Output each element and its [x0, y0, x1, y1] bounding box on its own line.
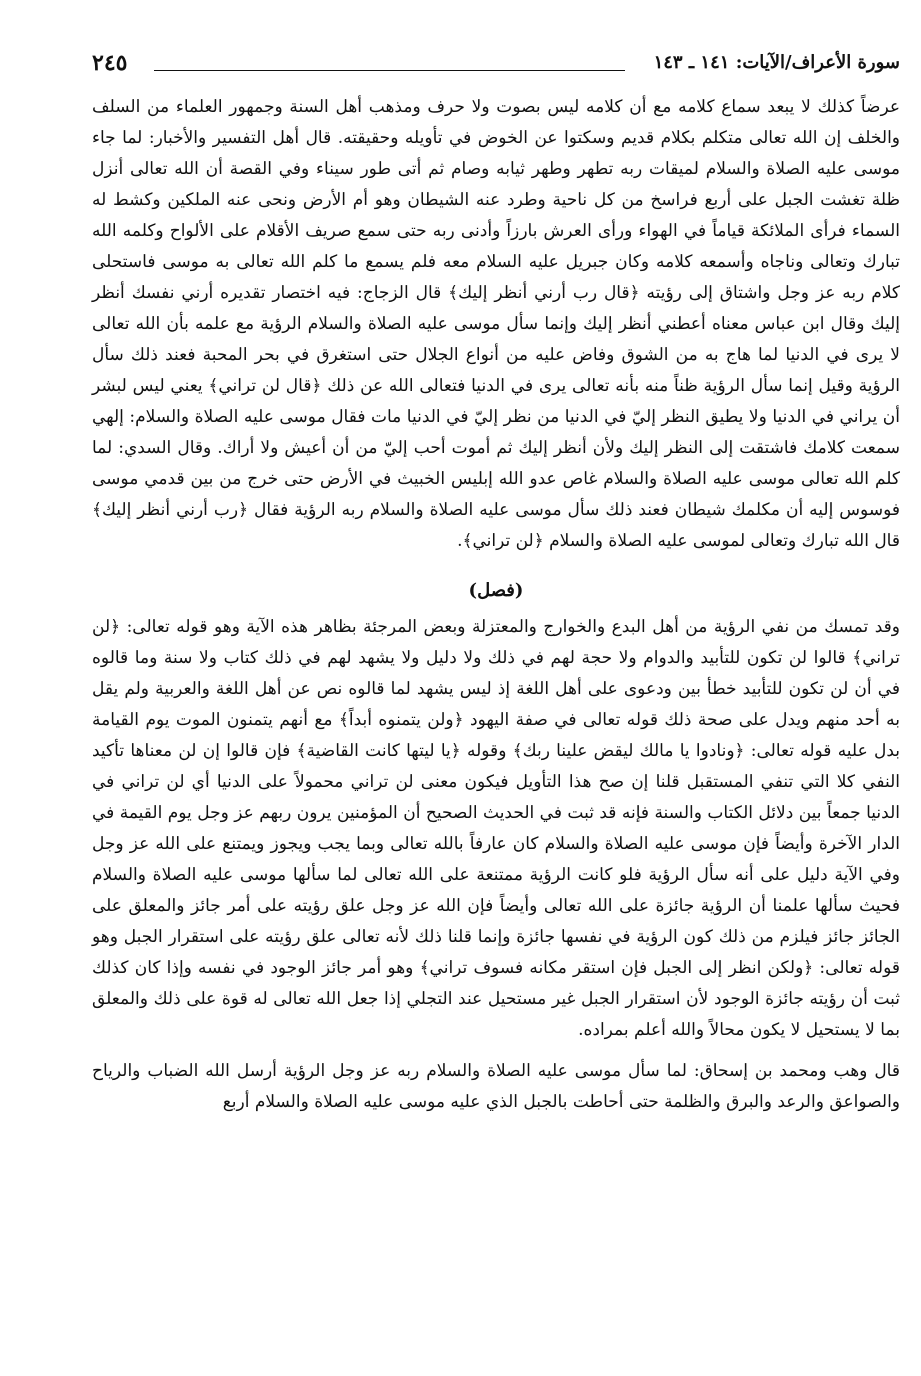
page-header — [92, 48, 900, 88]
page-number: ٢٤٥ — [92, 50, 128, 76]
running-header-chapter: سورة الأعراف/الآيات: ١٤١ ـ ١٤٣ — [653, 52, 900, 73]
page-body — [92, 92, 900, 1118]
section-heading: (فصل) — [468, 580, 524, 601]
paragraph-3: قال وهب ومحمد بن إسحاق: لما سأل موسى عليه الصلاة والسلام ربه عز وجل الرؤية أرسل الله الضباب والرياح والصواعق والرعد والبرق والظلمة حتى أحاطت بالجبل الذي عليه موسى عليه الصلاة والسلام أربع — [92, 1061, 900, 1112]
paragraph-1: عرضاً كذلك لا يبعد سماع كلامه مع أن كلامه ليس بصوت ولا حرف ومذهب أهل السنة وجمهور العلماء من السلف والخلف إن الله تعالى متكلم بكلام قديم وسكتوا عن الخوض في تأويله وحقيقته. قال أهل التفسير والأخبار: لما جاء موسى عليه الصلاة والسلام لميقات ربه تطهر وطهر ثيابه وصام ثم أتى طور سيناء وفي القصة أن الله تعالى أنزل ظلة تغشت الجبل على أربع فراسخ من كل ناحية وطرد عنه الشيطان وهو أم الأرض ونحى عنه الملكين وكشط له السماء فرأى الملائكة قياماً في الهواء ورأى العرش بارزاً وأدنى ربه حتى سمع صريف الأقلام على الألواح وكلمه الله تبارك وتعالى وناجاه وأسمعه كلامه وكان جبريل عليه السلام معه فلم يسمع ما كلم الله تعالى به موسى فاستحلى كلام ربه عز وجل واشتاق إلى رؤيته ﴿قال رب أرني أنظر إليك﴾ قال الزجاج: فيه اختصار تقديره أرني نفسك أنظر إليك وقال ابن عباس معناه أعطني أنظر إليك وإنما سأل موسى عليه الصلاة والسلام الرؤية مع علمه بأن الله تعالى لا يرى في الدنيا لما هاج به من الشوق وفاض عليه من أنواع الجلال حتى استغرق في بحر المحبة فعند ذلك سأل الرؤية وقيل إنما سأل الرؤية ظناً منه بأنه تعالى يرى في الدنيا فتعالى الله عن ذلك ﴿قال لن تراني﴾ يعني ليس لبشر أن يراني في الدنيا ولا يطيق النظر إليّ في الدنيا من نظر إليّ في الدنيا مات فقال موسى عليه الصلاة والسلام: إلهي سمعت كلامك فاشتقت إلى النظر إليك ولأن أنظر إليك ثم أموت أحب إليّ من أن أعيش ولا أراك. وقال السدي: لما كلم الله تعالى موسى عليه الصلاة والسلام غاص عدو الله إبليس الخبيث في الأرض حتى خرج من بين قدمي موسى فوسوس إليه أن مكلمك شيطان فعند ذلك سأل موسى عليه الصلاة والسلام ربه الرؤية فقال ﴿رب أرني أنظر إليك﴾ قال الله تبارك وتعالى لموسى عليه الصلاة والسلام ﴿لن تراني﴾. — [92, 97, 900, 551]
paragraph-2: وقد تمسك من نفي الرؤية من أهل البدع والخوارج والمعتزلة وبعض المرجئة بظاهر هذه الآية وهو قوله تعالى: ﴿لن تراني﴾ قالوا لن تكون للتأبيد والدوام ولا حجة لهم في ذلك ولا دليل ولا يشهد لهم في ذلك كتاب ولا سنة وما قالوه في أن لن تكون للتأبيد خطأ بين ودعوى على أهل اللغة إذ ليس يشهد لما قالوه نص عن أهل اللغة والعربية ولم يقل به أحد منهم ويدل على صحة ذلك قوله تعالى في صفة اليهود ﴿ولن يتمنوه أبداً﴾ مع أنهم يتمنون الموت يوم القيامة بدل عليه قوله تعالى: ﴿ونادوا يا مالك ليقض علينا ربك﴾ وقوله ﴿يا ليتها كانت القاضية﴾ فإن قالوا إن لن معناها تأكيد النفي كلا التي تنفي المستقبل قلنا إن صح هذا التأويل فيكون معنى لن تراني محمولاً على الدنيا أي لن تراني في الدنيا جمعاً بين دلائل الكتاب والسنة فإنه قد ثبت في الحديث الصحيح أن المؤمنين يرون ربهم عز وجل يوم القيمة في الدار الآخرة وأيضاً فإن موسى عليه الصلاة والسلام كان عارفاً بالله تعالى وبما يجب ويجوز ويمتنع على الله عز وجل وفي الآية دليل على أنه سأل الرؤية فلو كانت الرؤية ممتنعة على الله تعالى لما سألها موسى عليه الصلاة والسلام فحيث سألها علمنا أن الرؤية جائزة على الله تعالى وأيضاً فإن الله عز وجل علق رؤيته على أمر جائز والمعلق على الجائز جائز فيلزم من ذلك كون الرؤية في نفسها جائزة وإنما قلنا ذلك لأنه تعالى علق رؤيته على استقرار الجبل وهو قوله تعالى: ﴿ولكن انظر إلى الجبل فإن استقر مكانه فسوف تراني﴾ وهو أمر جائز الوجود في نفسه وإذا كان كذلك ثبت أن رؤيته جائزة الوجود لأن استقرار الجبل غير مستحيل عند التجلي إذا جعل الله تعالى له قوة على ذلك والمعلق بما لا يستحيل لا يكون محالاً والله أعلم بمراده. — [92, 617, 900, 1040]
header-rule — [154, 70, 625, 71]
